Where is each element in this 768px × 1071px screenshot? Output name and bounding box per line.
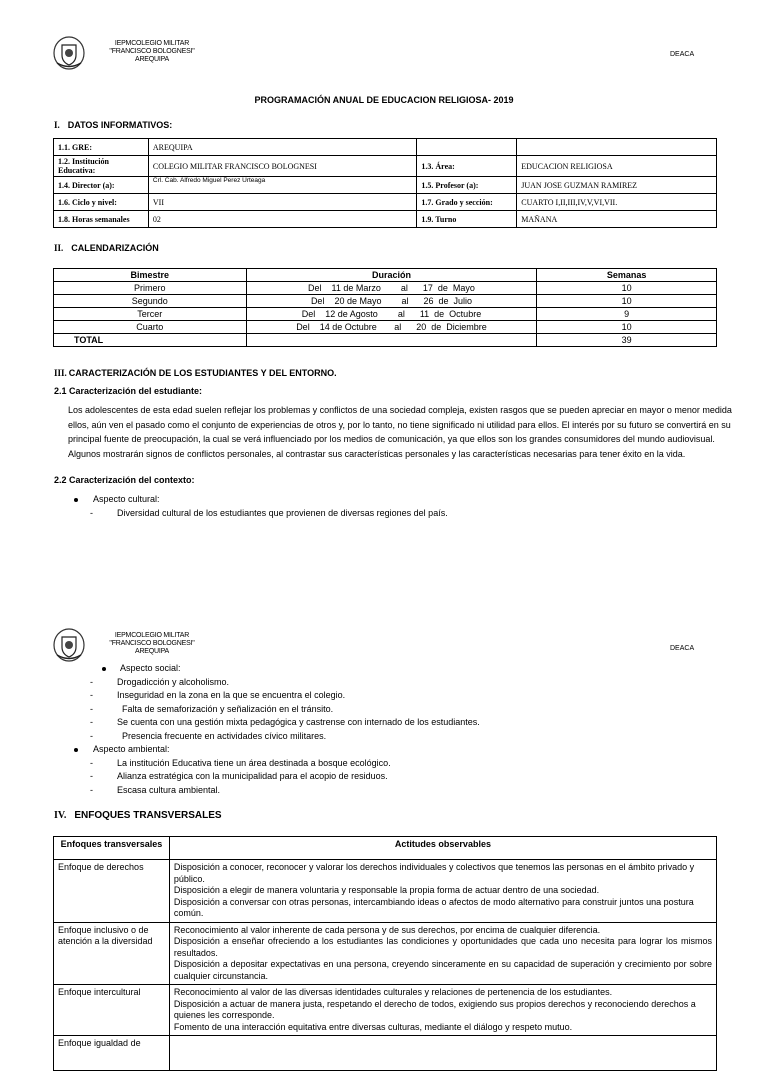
header-line1: IEPMCOLEGIO MILITAR [114,40,190,47]
duracion-cell: Del 12 de Agosto al 11 de Octubre [246,308,537,321]
bullet-icon [102,667,106,671]
director-label: 1.4. Director (a): [54,177,149,194]
enfoque-attitudes [169,985,716,1036]
section-4-title: ENFOQUES TRANSVERSALES [74,810,222,821]
subsection-2-2-heading: 2.2 Caracterización del contexto: [54,475,195,485]
list-item: Alianza estratégica con la municipalidad para el acopio de residuos. [117,771,388,781]
semanas-cell: 10 [537,295,717,308]
ciclo-value: VII [148,194,417,211]
empty-cell [417,139,517,156]
table-row [54,860,717,923]
duracion-cell: Del 11 de Marzo al 17 de Mayo [246,282,537,295]
table-row [54,922,717,985]
table-row [54,211,717,228]
attitude-line: Reconocimiento al valor inherente de cada persona y de sus derechos, por encima de cualquier diferencia. [173,924,601,935]
list-item: Se cuenta con una gestión mixta pedagógica y castrense con internado de los estudiantes. [117,717,480,727]
attitude-line: Disposición a enseñar ofreciendo a los estudiantes las condiciones y oportunidades que cada uno necesita para lograr los mismos resultados. [173,936,712,958]
director-value: Crl. Cab. Alfredo Miguel Perez Urteaga [148,177,417,194]
bullet-icon [74,498,78,502]
seal-icon [52,628,86,662]
paragraph-line: ellos, aún ven el pasado como el conjunto de experiencias de otros y, por lo tanto, no tiene significado ni utilidad para ellos. El interés por su futuro se convertirá en su [68,419,731,430]
profesor-value: JUAN JOSE GUZMAN RAMIREZ [517,177,717,194]
calendar-table [53,268,717,347]
info-table [53,138,717,228]
section-3-number: III. [54,368,67,378]
cultural-aspect: Aspecto cultural: - Diversidad cultural de los estudiantes que provienen de diversas regiones del país. [74,493,448,520]
school-header [100,40,204,64]
section-2-heading [54,243,159,253]
cultural-title: Aspecto cultural: [93,494,160,504]
section-1-title: DATOS INFORMATIVOS: [67,120,173,130]
duracion-cell: Del 14 de Octubre al 20 de Diciembre [246,321,537,334]
table-total-row [54,334,717,347]
enfoque-name: Enfoque de derechos [54,860,170,923]
enfoque-attitudes [169,860,716,923]
section-1-heading [54,120,172,130]
turno-label: 1.9. Turno [417,211,517,228]
inst-label: 1.2. Institución Educativa: [54,156,149,177]
section-3-heading [54,368,337,378]
student-description [68,403,732,461]
list-item: Presencia frecuente en actividades cívico militares. [122,730,327,741]
enfoque-name: Enfoque intercultural [54,985,170,1036]
bimestre-cell: Tercer [54,308,247,321]
empty-cell [517,139,717,156]
col-header-enfoques: Enfoques transversales [54,837,170,860]
semanas-cell: 9 [537,308,717,321]
seal-icon [52,36,86,70]
col-header-actitudes: Actitudes observables [169,837,716,860]
attitude-line: Disposición a conversar con otras personas, intercambiando ideas o afectos de modo alternativo para construir juntos una postura común. [173,896,694,918]
attitude-line: Reconocimiento al valor de las diversas identidades culturales y relaciones de pertenencia de los estudiantes. [173,987,613,997]
attitude-line: Disposición a depositar expectativas en una persona, creyendo sinceramente en su capacidad de superación y crecimiento por sobre cualquier circunstancia. [173,959,712,981]
enfoque-name: Enfoque inclusivo o de atención a la diversidad [54,922,170,985]
profesor-label: 1.5. Profesor (a): [417,177,517,194]
grado-value: CUARTO I,II,III,IV,V,VI,VII. [517,194,717,211]
header-line3: AREQUIPA [134,648,170,655]
header-line2: "FRANCISCO BOLOGNESI" [109,48,195,55]
enfoque-name: Enfoque igualdad de [54,1036,170,1071]
subsection-2-1-heading: 2.1 Caracterización del estudiante: [54,386,203,396]
paragraph-line: Los adolescentes de esta edad suelen reflejar los problemas y conflictos de una sociedad compleja, existen rasgos que se pueden apreciar en mayor o menor medida [68,405,732,415]
section-2-number: II. [54,243,64,253]
table-header-row [54,269,717,282]
paragraph-line: principal fuente de preocupación, la cual se verá influenciado por los medios de comunicación, ya que ellos son los grandes consumidores del mundo audiovisual. [68,434,715,444]
table-row [54,985,717,1036]
enfoque-attitudes [169,922,716,985]
turno-value: MAÑANA [517,211,717,228]
attitude-line: Disposición a elegir de manera voluntaria y responsable la propia forma de actuar dentro de una sociedad. [173,885,600,895]
bimestre-cell: Cuarto [54,321,247,334]
list-item: Falta de semaforización y señalización en el tránsito. [122,703,334,714]
section-3-title: CARACTERIZACIÓN DE LOS ESTUDIANTES Y DEL ENTORNO. [68,368,337,378]
horas-label: 1.8. Horas semanales [54,211,149,228]
attitude-line: Fomento de una interacción equitativa entre diversas culturas, mediante el diálogo y respeto mutuo. [173,1021,573,1032]
total-value: 39 [537,334,717,347]
table-row [54,282,717,295]
document-title: PROGRAMACIÓN ANUAL DE EDUCACION RELIGIOSA- 2019 [254,95,514,105]
table-row [54,194,717,211]
enfoques-table [53,836,717,1071]
bimestre-cell: Primero [54,282,247,295]
table-header-row [54,837,717,860]
ambiental-title: Aspecto ambiental: [93,744,170,754]
semanas-cell: 10 [537,282,717,295]
header-line1: IEPMCOLEGIO MILITAR [114,632,190,639]
bullet-icon [74,748,78,752]
attitude-line: Disposición a actuar de manera justa, respetando el derecho de todos, exigiendo sus propios derechos y reconociendo derechos a quienes les corresponde. [173,998,696,1020]
empty-cell [246,334,537,347]
inst-value: COLEGIO MILITAR FRANCISCO BOLOGNESI [148,156,417,177]
school-header-2 [100,632,204,656]
col-header-semanas: Semanas [537,269,717,282]
social-title: Aspecto social: [120,663,181,673]
list-item: Diversidad cultural de los estudiantes que provienen de diversas regiones del país. [117,507,448,518]
school-seal-logo-2 [52,628,86,664]
horas-value: 02 [148,211,417,228]
list-item: Inseguridad en la zona en la que se encuentra el colegio. [117,690,346,700]
attitude-line: Disposición a conocer, reconocer y valorar los derechos individuales y colectivos que tenemos las personas en el ámbito privado y público. [173,862,695,884]
total-label: TOTAL [54,334,247,347]
header-line2: "FRANCISCO BOLOGNESI" [109,640,195,647]
section-4-number: IV. [54,810,67,821]
header-right-2: DEACA [670,645,695,652]
table-row [54,139,717,156]
header-right: DEACA [670,51,695,58]
list-item: La institución Educativa tiene un área destinada a bosque ecológico. [117,757,391,768]
table-row [54,308,717,321]
section-4-heading [54,810,222,821]
ciclo-label: 1.6. Ciclo y nivel: [54,194,149,211]
table-row [54,1036,717,1071]
table-row [54,295,717,308]
duracion-cell: Del 20 de Mayo al 26 de Julio [246,295,537,308]
section-1-number: I. [54,120,60,130]
paragraph-line: Algunos mostrarán signos de conflictos personales, al contrastar sus características personales y las características necesarias para tener éxito en la vida. [68,448,686,459]
bimestre-cell: Segundo [54,295,247,308]
section-2-title: CALENDARIZACIÓN [71,243,159,253]
list-item: Drogadicción y alcoholismo. [117,676,230,687]
header-line3: AREQUIPA [134,56,170,63]
area-value: EDUCACION RELIGIOSA [517,156,717,177]
gre-label: 1.1. GRE: [54,139,149,156]
grado-label: 1.7. Grado y sección: [417,194,517,211]
semanas-cell: 10 [537,321,717,334]
table-row [54,177,717,194]
table-row [54,321,717,334]
area-label: 1.3. Área: [417,156,517,177]
col-header-bimestre: Bimestre [54,269,247,282]
social-aspect: Aspecto social: - Drogadicción y alcoholismo. - Inseguridad en la zona en la que se encuentra el colegio. - Falta de semaforización y señalización en el tránsito. - Se cuenta con una gestión mixta pedagógica y castrense con internado de los estudiantes. - Presencia frecuente en actividades cívico militares. Aspecto ambiental: - La institución Educativa tiene un área destinada a bosque ecológico. - Alianza estratégica con la municipalidad para el acopio de residuos. - Escasa cultura ambiental. [74,662,480,797]
list-item: Escasa cultura ambiental. [117,784,221,795]
enfoque-attitudes [169,1036,716,1071]
school-seal-logo [52,36,86,72]
col-header-duracion: Duración [246,269,537,282]
table-row [54,156,717,177]
gre-value: AREQUIPA [148,139,417,156]
